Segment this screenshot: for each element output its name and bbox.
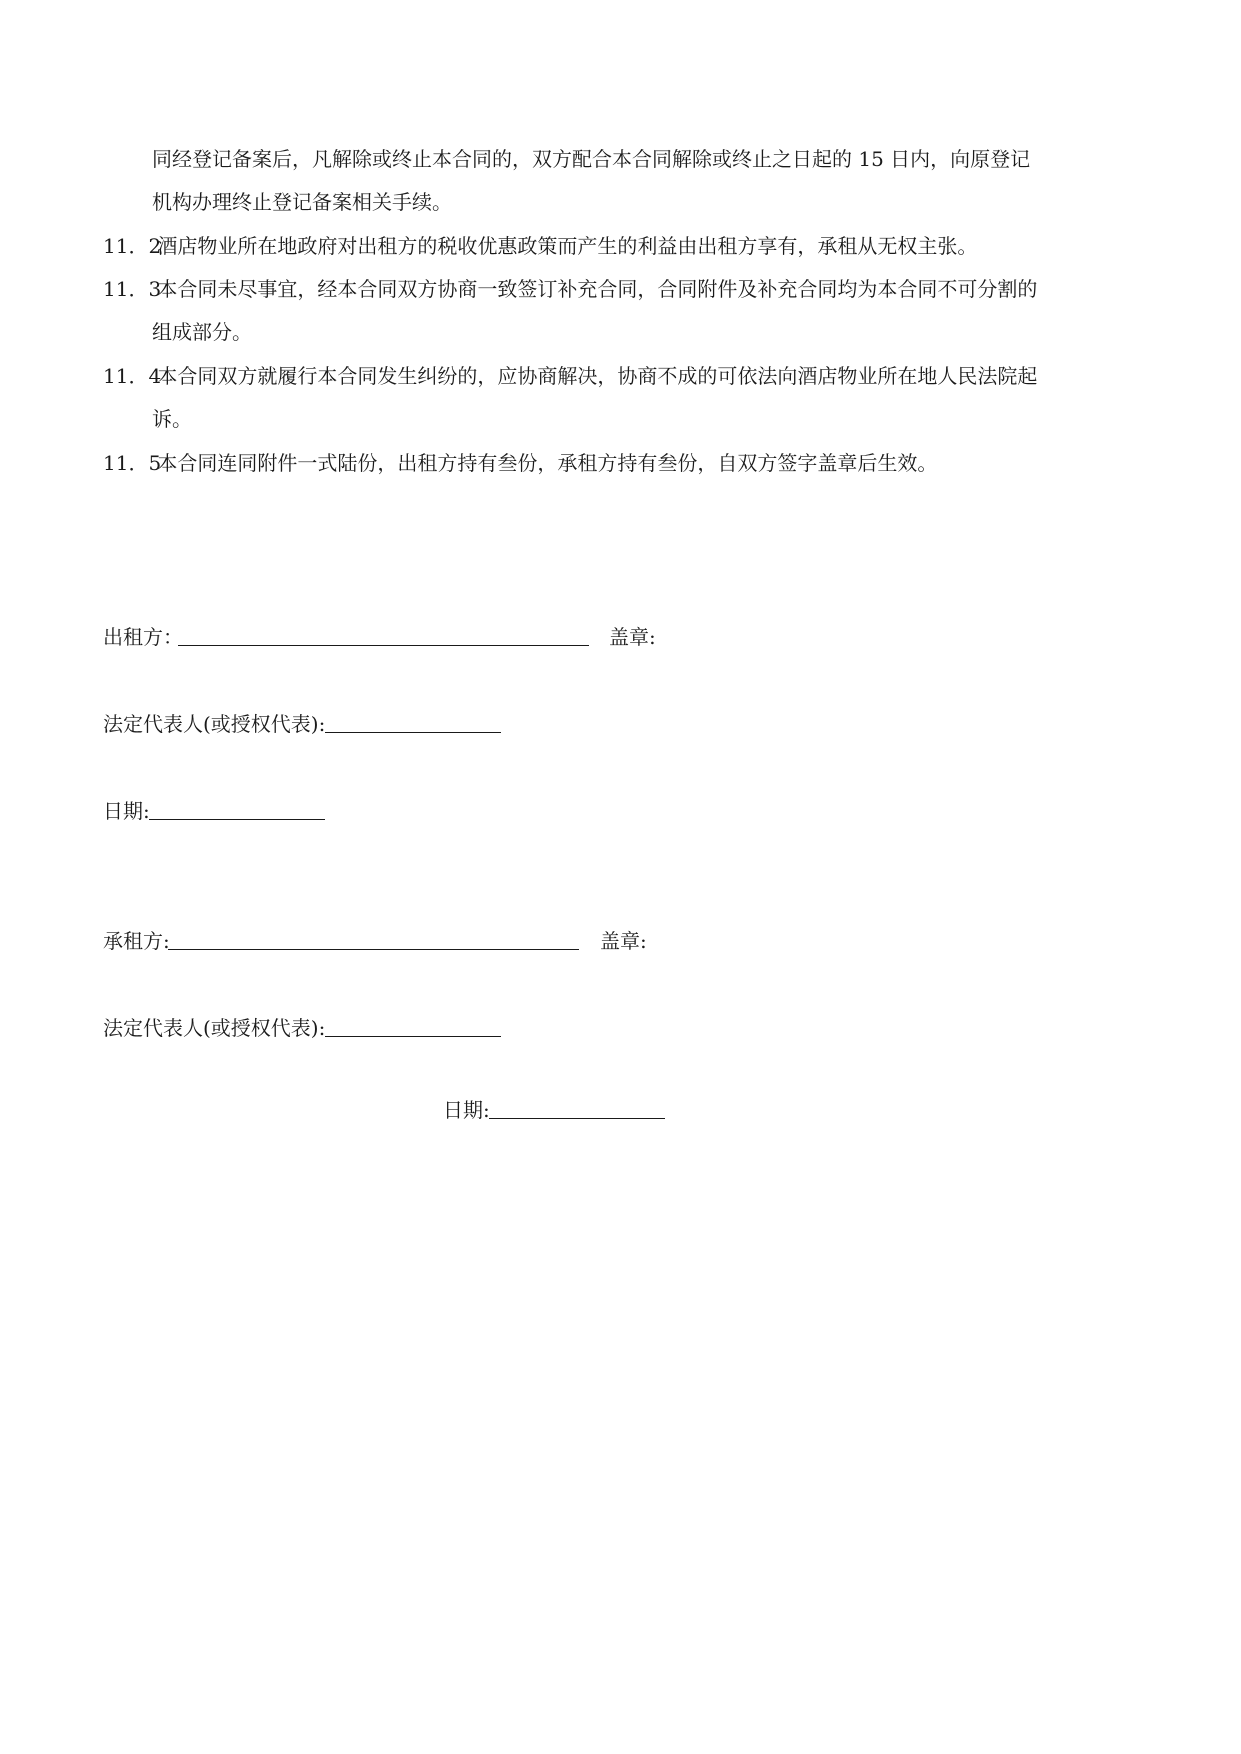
clause-11-1-continuation-line-1: 同经登记备案后，凡解除或终止本合同的，双方配合本合同解除或终止之日起的 15 日内，向原登记 [152, 147, 1031, 171]
lessee-representative-field[interactable] [325, 1036, 501, 1037]
clause-11-5 [103, 450, 937, 476]
lessee-date-label: 日期: [443, 1098, 490, 1122]
clause-number: 11．2 [103, 234, 162, 258]
clause-11-4 [103, 363, 1037, 389]
clause-11-3-line-2: 组成部分。 [152, 320, 252, 344]
clause-text: 本合同双方就履行本合同发生纠纷的，应协商解决，协商不成的可依法向酒店物业所在地人民法院起 [157, 364, 1038, 388]
lessor-name-field[interactable] [178, 645, 589, 646]
clause-number: 11．4 [103, 364, 162, 388]
lessor-seal-label: 盖章: [609, 625, 656, 649]
clause-number: 11．5 [103, 451, 162, 475]
clause-number: 11．3 [103, 277, 162, 301]
lessee-date-field[interactable] [489, 1118, 665, 1119]
lessee-label: 承租方: [103, 929, 170, 953]
clause-11-3 [103, 276, 1037, 302]
lessor-date-label: 日期: [103, 799, 150, 823]
clause-text: 酒店物业所在地政府对出租方的税收优惠政策而产生的利益由出租方享有，承租从无权主张。 [157, 234, 978, 258]
lessor-label: 出租方： [103, 625, 183, 649]
lessor-representative-field[interactable] [325, 732, 501, 733]
lessee-name-field[interactable] [168, 949, 579, 950]
lessee-representative-label: 法定代表人(或授权代表): [103, 1016, 326, 1040]
clause-text: 本合同连同附件一式陆份，出租方持有叁份，承租方持有叁份，自双方签字盖章后生效。 [157, 451, 938, 475]
clause-11-2 [103, 233, 977, 259]
lessor-date-field[interactable] [149, 819, 325, 820]
clause-text: 本合同未尽事宜，经本合同双方协商一致签订补充合同，合同附件及补充合同均为本合同不可分割的 [157, 277, 1038, 301]
lessee-seal-label: 盖章: [600, 929, 647, 953]
lessor-representative-label: 法定代表人(或授权代表): [103, 712, 326, 736]
clause-11-1-continuation-line-2: 机构办理终止登记备案相关手续。 [152, 190, 452, 214]
clause-11-4-line-2: 诉。 [152, 407, 192, 431]
